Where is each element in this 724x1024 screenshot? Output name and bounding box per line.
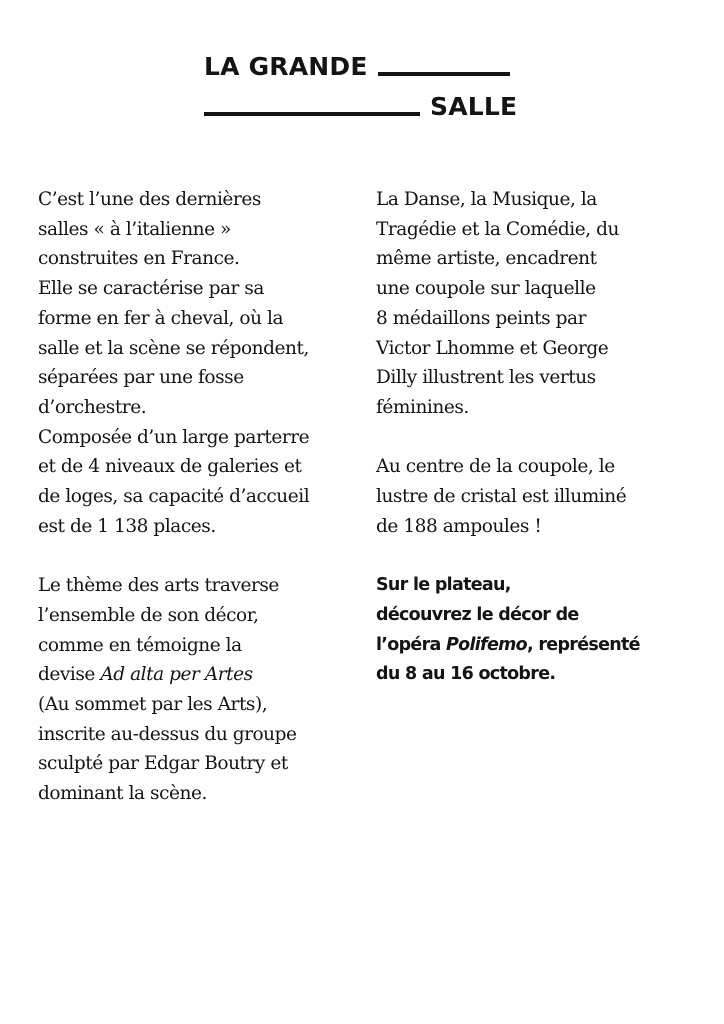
right-paragraph-2 [376,452,706,541]
right-column [376,185,706,690]
text-line: inscrite au-dessus du groupe [38,723,297,745]
text-line: comme en témoigne la [38,634,242,656]
highlight-line-opera [376,631,706,661]
title-word-la-grande: LA GRANDE [204,52,368,81]
text-line: l’ensemble de son décor, [38,604,259,626]
right-paragraph-1 [376,185,706,423]
title-rule-top [378,72,510,76]
text-line: même artiste, encadrent [376,248,597,270]
text-line: Dilly illustrent les vertus [376,367,596,389]
text-line: salle et la scène se répondent, [38,337,309,359]
text-line: (Au sommet par les Arts), [38,693,268,715]
opera-suffix: , représenté [527,634,640,655]
motto-latin: Ad alta per Artes [100,664,253,686]
text-line: 8 médaillons peints par [376,307,586,329]
title-rule-bottom [204,112,420,116]
text-line: Victor Lhomme et George [376,337,609,359]
highlight-line: découvrez le décor de [376,604,579,625]
title-line-1 [204,54,510,79]
text-line: une coupole sur laquelle [376,278,596,300]
text-line-motto [38,660,353,690]
opera-title: Polifemo [446,634,527,655]
text-line: féminines. [376,396,469,418]
text-line: Le thème des arts traverse [38,575,279,597]
highlight-line: du 8 au 16 octobre. [376,664,556,685]
left-column [38,185,353,838]
text-line: construites en France. [38,248,240,270]
text-line: sculpté par Edgar Boutry et [38,753,288,775]
text-line: salles « à l’italienne » [38,218,231,240]
left-paragraph-2 [38,571,353,809]
text-line: Tragédie et la Comédie, du [376,218,619,240]
motto-prefix: devise [38,664,101,686]
text-line: d’orchestre. [38,396,147,418]
text-line: forme en fer à cheval, où la [38,307,284,329]
text-line: et de 4 niveaux de galeries et [38,456,302,478]
text-line: dominant la scène. [38,783,207,805]
text-line: est de 1 138 places. [38,515,216,537]
text-line: de loges, sa capacité d’accueil [38,486,310,508]
title-word-salle: SALLE [430,92,518,121]
text-line: C’est l’une des dernières [38,189,261,210]
text-line: Composée d’un large parterre [38,426,310,448]
highlight-line: Sur le plateau, [376,575,511,596]
opera-prefix: l’opéra [376,634,446,655]
text-line: Au centre de la coupole, le [376,456,615,478]
title-line-2 [204,94,517,119]
text-line: Elle se caractérise par sa [38,278,264,300]
text-line: La Danse, la Musique, la [376,189,597,210]
stage-highlight [376,571,706,690]
text-line: de 188 ampoules ! [376,515,542,537]
left-paragraph-1 [38,185,353,541]
text-line: lustre de cristal est illuminé [376,486,627,508]
text-line: séparées par une fosse [38,367,244,389]
